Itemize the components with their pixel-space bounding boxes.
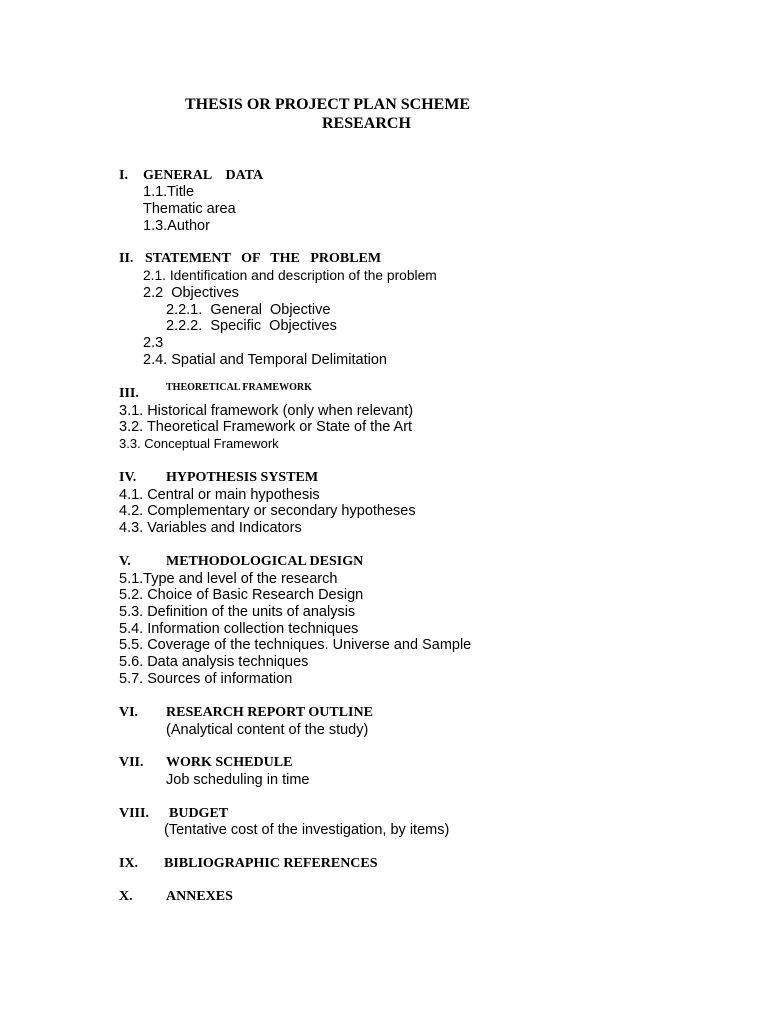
document-subtitle: RESEARCH: [322, 115, 411, 132]
section-label: BIBLIOGRAPHIC REFERENCES: [164, 856, 378, 871]
section-number: III.: [119, 386, 139, 401]
list-item: (Tentative cost of the investigation, by items): [164, 822, 450, 838]
list-item: 5.2. Choice of Basic Research Design: [119, 587, 364, 603]
list-item: 2.2.1. General Objective: [166, 302, 331, 318]
section-number: X.: [119, 889, 133, 904]
document-title: THESIS OR PROJECT PLAN SCHEME: [185, 96, 471, 113]
list-item: 2.3: [143, 335, 164, 351]
list-item: Thematic area: [143, 201, 236, 217]
list-item: 4.2. Complementary or secondary hypotheses: [119, 503, 416, 519]
list-item: 1.1.Title: [143, 184, 195, 200]
list-item: 2.2 Objectives: [143, 285, 239, 301]
section-label: BUDGET: [169, 806, 229, 821]
section-label: GENERAL DATA: [143, 168, 264, 183]
list-item: (Analytical content of the study): [166, 722, 369, 738]
section-number: VIII.: [119, 806, 149, 821]
list-item: 3.1. Historical framework (only when relevant): [119, 403, 414, 419]
section-number: I.: [119, 168, 128, 183]
list-item: 5.7. Sources of information: [119, 671, 293, 687]
section-label: METHODOLOGICAL DESIGN: [166, 554, 364, 569]
section-label: THEORETICAL FRAMEWORK: [166, 382, 312, 393]
list-item: 5.6. Data analysis techniques: [119, 654, 309, 670]
list-item: Job scheduling in time: [166, 772, 310, 788]
section-label: HYPOTHESIS SYSTEM: [166, 470, 319, 485]
list-item: 5.4. Information collection techniques: [119, 621, 359, 637]
list-item: 5.5. Coverage of the techniques. Universe and Sample: [119, 637, 472, 653]
list-item: 4.3. Variables and Indicators: [119, 520, 302, 536]
list-item: 2.2.2. Specific Objectives: [166, 318, 337, 334]
section-number: II.: [119, 251, 134, 266]
list-item: 5.3. Definition of the units of analysis: [119, 604, 356, 620]
list-item: 2.1. Identification and description of the problem: [143, 268, 437, 283]
section-number: V.: [119, 554, 131, 569]
list-item: 2.4. Spatial and Temporal Delimitation: [143, 352, 387, 368]
section-number: IV.: [119, 470, 137, 485]
list-item: 3.2. Theoretical Framework or State of the Art: [119, 419, 413, 435]
list-item: 3.3. Conceptual Framework: [119, 436, 279, 451]
list-item: 4.1. Central or main hypothesis: [119, 487, 320, 503]
section-label: RESEARCH REPORT OUTLINE: [166, 705, 373, 720]
list-item: 1.3.Author: [143, 218, 210, 234]
list-item: 5.1.Type and level of the research: [119, 571, 338, 587]
section-number: IX.: [119, 856, 139, 871]
section-label: STATEMENT OF THE PROBLEM: [145, 251, 382, 266]
section-number: VII.: [119, 755, 144, 770]
section-number: VI.: [119, 705, 139, 720]
section-label: WORK SCHEDULE: [166, 755, 293, 770]
section-label: ANNEXES: [166, 889, 233, 904]
